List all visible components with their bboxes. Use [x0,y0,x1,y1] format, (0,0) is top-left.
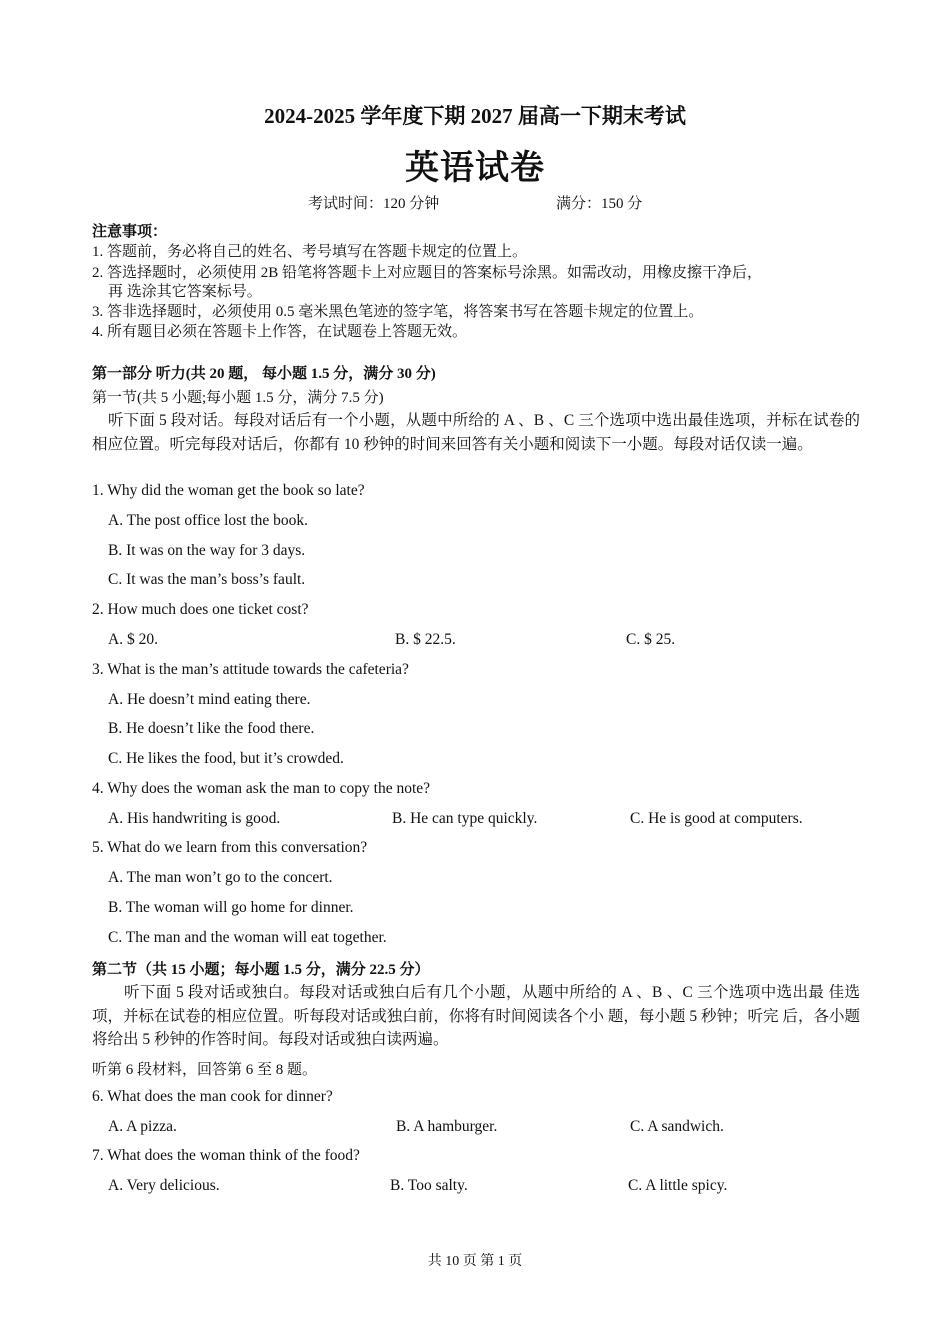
option-a: A. His handwriting is good. [108,810,281,827]
exam-title: 2024-2025 学年度下期 2027 届高一下期末考试 [264,104,686,128]
section2-heading: 第二节（共 15 小题；每小题 1.5 分，满分 22.5 分） [92,962,430,978]
option-c: C. He likes the food, but it’s crowded. [108,750,344,767]
option-b: B. He doesn’t like the food there. [108,720,315,737]
option-a: A. $ 20. [108,631,158,648]
question-3: 3. What is the man’s attitude towards the cafeteria? [92,661,409,678]
option-b: B. Too salty. [390,1177,468,1194]
option-a: A. He doesn’t mind eating there. [108,691,311,708]
option-b: B. He can type quickly. [392,810,538,827]
question-4: 4. Why does the woman ask the man to copy the note? [92,780,431,797]
option-b: B. $ 22.5. [395,631,456,648]
note-item: 3. 答非选择题时，必须使用 0.5 毫米黑色笔迹的签字笔，将答案书写在答题卡规定的位置上。 [92,304,704,320]
note-item: 2. 答选择题时，必须使用 2B 铅笔将答题卡上对应题目的答案标号涂黑。如需改动，用橡皮擦干净后， [92,265,763,281]
page-footer: 共 10 页 第 1 页 [427,1254,523,1269]
section2-instructions: 听下面 5 段对话或独白。每段对话或独白后有几个小题，从题中所给的 A 、B 、C 三个选项中选出最 佳选项，并标在试卷的相应位置。听每段对话或独白前，你将有时间阅读各个小 题，每小题 5 秒钟；听完 后，各小题将给出 5 秒钟的作答时间。每段对话或独白读两遍。 [92,984,860,1048]
question-7: 7. What does the woman think of the food? [92,1147,360,1164]
option-b: B. The woman will go home for dinner. [108,899,354,916]
option-a: A. The man won’t go to the concert. [108,869,333,886]
note-item: 再 选涂其它答案标号。 [108,284,262,300]
section1-instructions: 听下面 5 段对话。每段对话后有一个小题，从题中所给的 A 、B 、C 三个选项中选出最佳选项，并标在试卷的相应位置。听完每段对话后，你都有 10 秒钟的时间来回答有关小题和阅读下一小题。每段对话仅读一遍。 [92,412,860,453]
note-item: 4. 所有题目必须在答题卡上作答，在试题卷上答题无效。 [92,324,468,340]
notes-heading: 注意事项： [92,224,168,240]
option-b: B. A hamburger. [396,1118,498,1135]
option-a: A. The post office lost the book. [108,512,309,529]
option-c: C. The man and the woman will eat together. [108,929,387,946]
part1-heading: 第一部分 听力(共 20 题， 每小题 1.5 分，满分 30 分) [92,366,436,382]
question-6: 6. What does the man cook for dinner? [92,1088,333,1105]
option-c: C. A little spicy. [628,1177,728,1194]
question-5: 5. What do we learn from this conversation? [92,839,368,856]
exam-time: 考试时间：120 分钟 [308,196,440,212]
subject-title: 英语试卷 [405,150,545,187]
question-2: 2. How much does one ticket cost? [92,601,309,618]
full-score: 满分：150 分 [556,196,643,212]
section1-heading: 第一节(共 5 小题;每小题 1.5 分，满分 7.5 分) [92,390,384,406]
option-c: C. $ 25. [626,631,676,648]
option-c: C. It was the man’s boss’s fault. [108,571,306,588]
option-c: C. He is good at computers. [630,810,803,827]
question-1: 1. Why did the woman get the book so late? [92,482,365,499]
option-c: C. A sandwich. [630,1118,724,1135]
option-b: B. It was on the way for 3 days. [108,542,306,559]
option-a: A. A pizza. [108,1118,177,1135]
material-note: 听第 6 段材料，回答第 6 至 8 题。 [92,1062,318,1078]
note-item: 1. 答题前，务必将自己的姓名、考号填写在答题卡规定的位置上。 [92,244,528,260]
option-a: A. Very delicious. [108,1177,220,1194]
